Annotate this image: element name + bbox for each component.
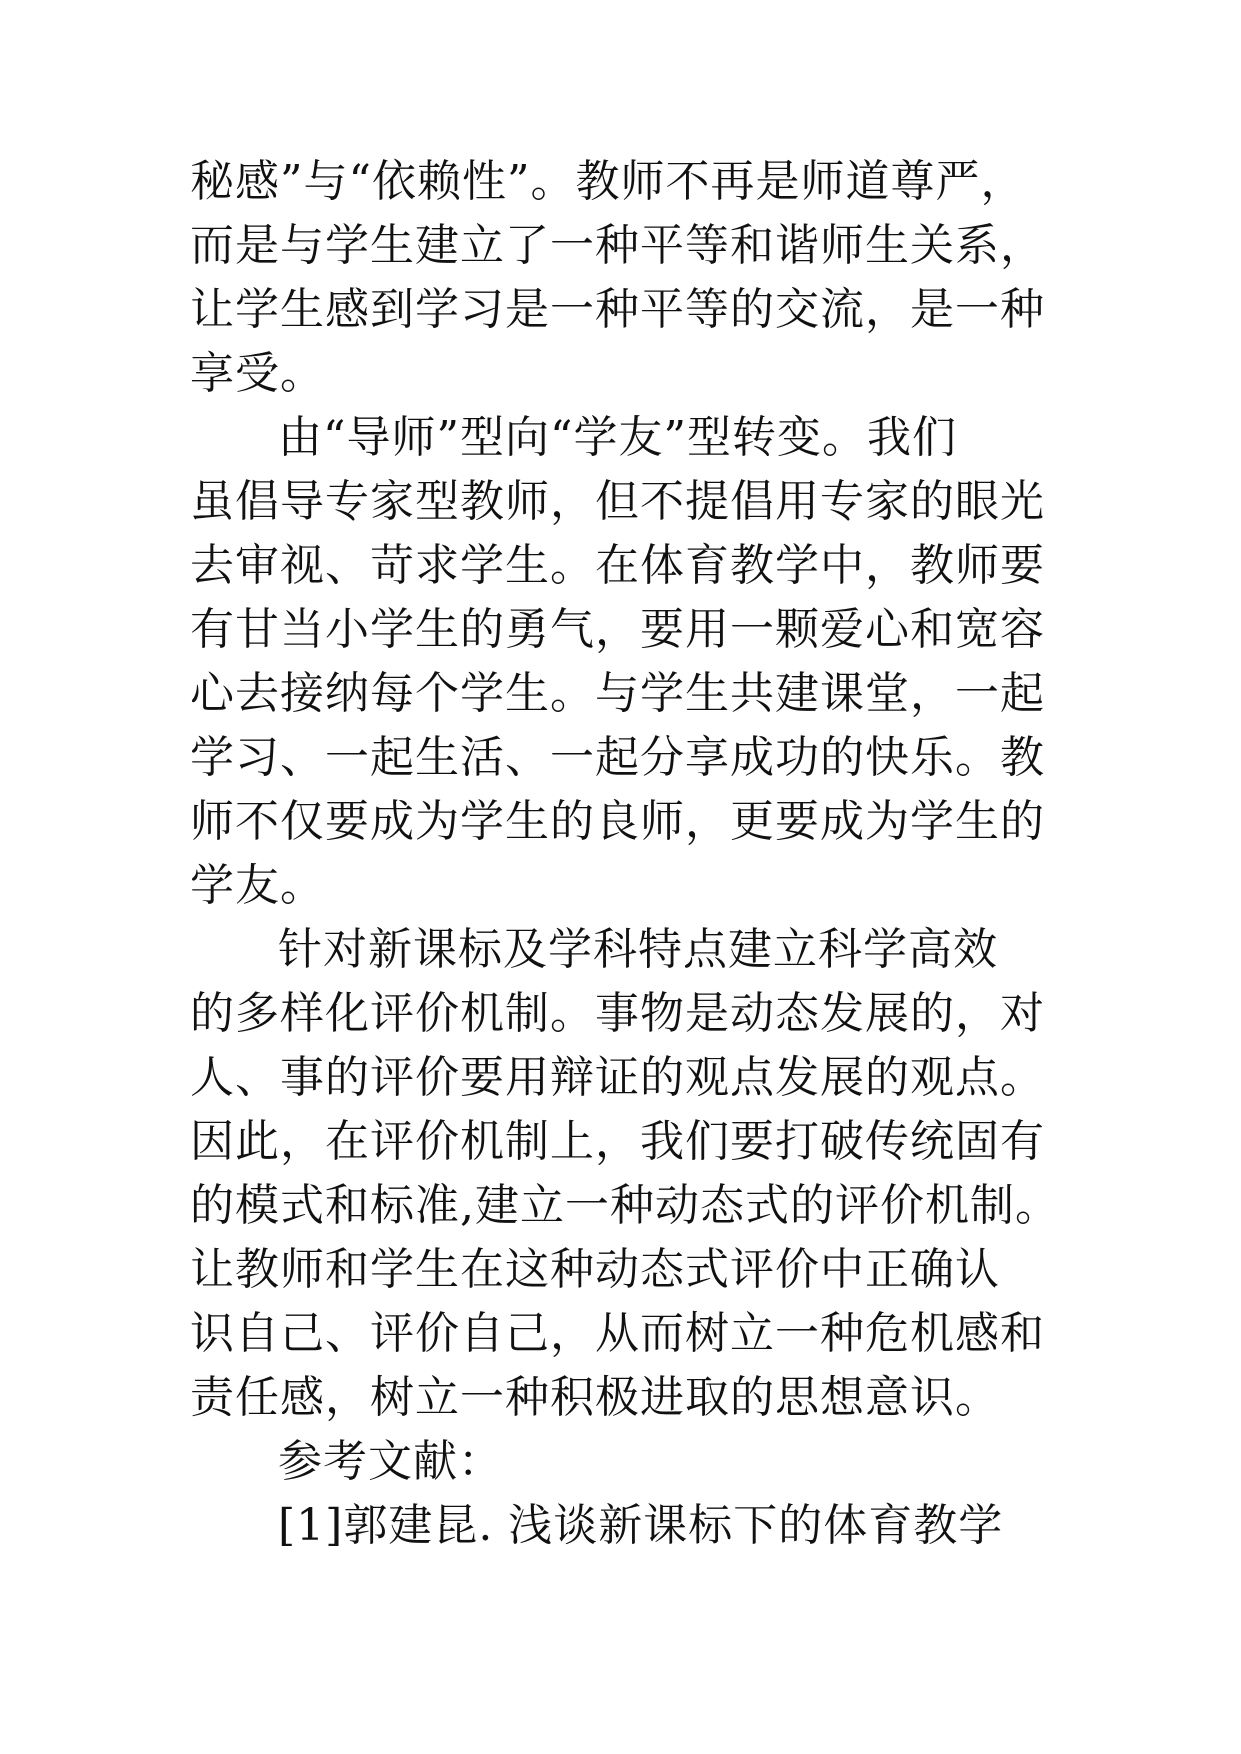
text-line: 虽倡导专家型教师，但不提倡用专家的眼光 [190, 476, 1045, 527]
paragraph-start-line: 由“导师”型向“学友”型转变。我们 [278, 412, 957, 463]
text-line: 责任感，树立一种积极进取的思想意识。 [190, 1372, 1000, 1423]
text-line: 秘感”与“依赖性”。教师不再是师道尊严， [190, 156, 1026, 207]
text-line: 而是与学生建立了一种平等和谐师生关系， [190, 220, 1045, 271]
text-line: 去审视、苛求学生。在体育教学中，教师要 [190, 540, 1045, 591]
reference-item: [1]郭建昆. 浅谈新课标下的体育教学 [278, 1500, 1004, 1551]
text-line: 享受。 [190, 348, 325, 399]
text-line: 学友。 [190, 860, 325, 911]
references-heading: 参考文献： [278, 1436, 503, 1487]
text-line: 因此，在评价机制上，我们要打破传统固有 [190, 1116, 1045, 1167]
text-line: 人、事的评价要用辩证的观点发展的观点。 [190, 1052, 1045, 1103]
paragraph-start-line: 针对新课标及学科特点建立科学高效 [278, 924, 998, 975]
text-line: 的多样化评价机制。事物是动态发展的，对 [190, 988, 1045, 1039]
text-line: 让教师和学生在这种动态式评价中正确认 [190, 1244, 1000, 1295]
text-line: 心去接纳每个学生。与学生共建课堂，一起 [190, 668, 1045, 719]
document-body [190, 150, 1090, 1558]
text-line: 学习、一起生活、一起分享成功的快乐。教 [190, 732, 1045, 783]
text-line: 师不仅要成为学生的良师，更要成为学生的 [190, 796, 1045, 847]
text-line: 识自己、评价自己，从而树立一种危机感和 [190, 1308, 1045, 1359]
text-line: 有甘当小学生的勇气，要用一颗爱心和宽容 [190, 604, 1045, 655]
text-line: 的模式和标准,建立一种动态式的评价机制。 [190, 1180, 1060, 1231]
text-line: 让学生感到学习是一种平等的交流，是一种 [190, 284, 1045, 335]
